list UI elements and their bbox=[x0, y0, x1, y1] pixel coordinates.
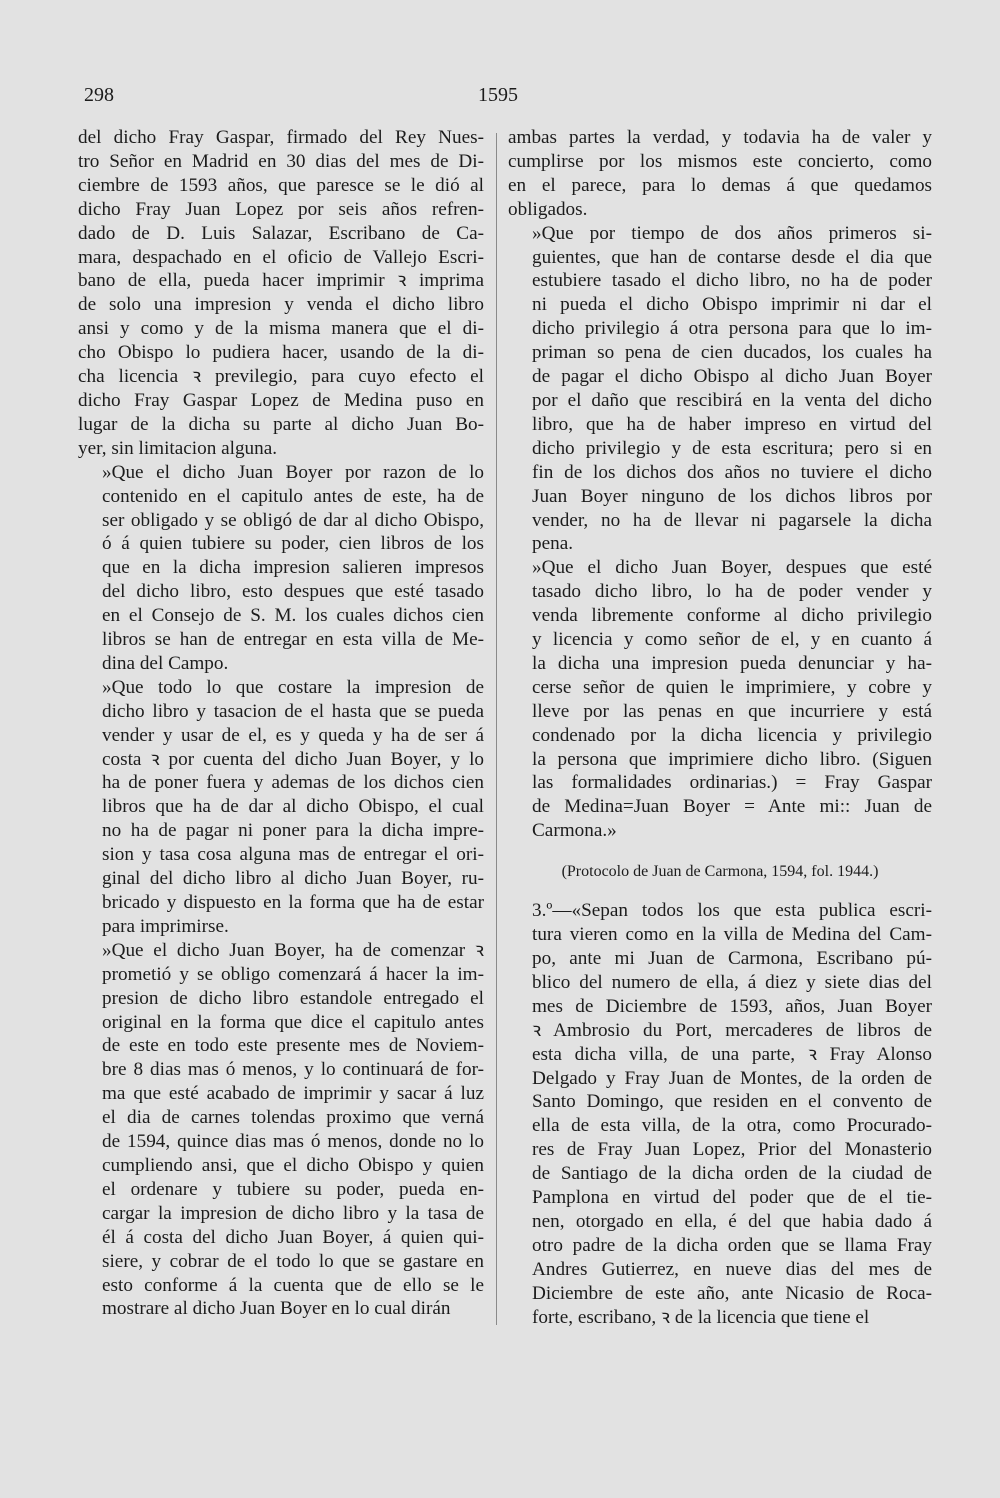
text-line: del dicho Fray Gaspar, firmado del Rey Nues- bbox=[78, 127, 484, 148]
column-divider bbox=[496, 133, 497, 1325]
text-line: el dia de carnes tolendas proximo que verná bbox=[102, 1107, 484, 1129]
text-line: condenado por la dicha licencia y privilegio bbox=[532, 724, 932, 746]
text-line: que en la dicha impresion salieren impresos bbox=[102, 557, 484, 579]
text-line: estubiere tasado el dicho libro, no ha de poder bbox=[532, 270, 932, 292]
text-line: tro Señor en Madrid en 30 dias del mes de Di- bbox=[78, 150, 484, 172]
paragraph bbox=[508, 556, 932, 843]
text-line: tura vieren como en la villa de Medina del Cam- bbox=[532, 924, 932, 946]
text-line: »Que el dicho Juan Boyer, ha de comenzar ꝛ bbox=[102, 939, 484, 961]
text-line: original en la forma que dice el capitulo antes bbox=[102, 1011, 484, 1033]
text-line: dicho Fray Juan Lopez por seis años refren- bbox=[78, 198, 484, 220]
text-line: Delgado y Fray Juan de Montes, de la orden de bbox=[532, 1067, 932, 1089]
text-line: forte, escribano, ꝛ de la licencia que tiene el bbox=[532, 1306, 870, 1328]
text-line: por el daño que rescibirá en la venta del dicho bbox=[532, 389, 932, 411]
text-line: dicho libro y tasacion de el hasta que se pueda bbox=[102, 700, 484, 722]
text-line: dado de D. Luis Salazar, Escribano de Ca- bbox=[78, 222, 484, 244]
text-line: de 1594, quince dias mas ó menos, donde no lo bbox=[102, 1131, 484, 1153]
text-line: res de Fray Juan Lopez, Prior del Monasterio bbox=[532, 1139, 932, 1161]
text-line: dicho Fray Gaspar Lopez de Medina puso en bbox=[78, 389, 484, 411]
text-line: »Que todo lo que costare la impresion de bbox=[102, 676, 484, 698]
text-line: ꝛ Ambrosio du Port, mercaderes de libros de bbox=[532, 1019, 932, 1041]
source-citation: (Protocolo de Juan de Carmona, 1594, fol. 1944.) bbox=[561, 863, 879, 881]
paragraph bbox=[78, 676, 484, 939]
text-line: Pamplona en virtud del poder que de el tie- bbox=[532, 1187, 932, 1209]
text-line: fin de los dichos dos años no tuviere el dicho bbox=[532, 461, 932, 483]
text-line: de Santiago de la dicha orden de la ciudad de bbox=[532, 1163, 932, 1185]
text-line: esta dicha villa, de una parte, ꝛ Fray Alonso bbox=[532, 1043, 932, 1065]
text-line: vender, no ha de llevar ni pagarsele la dicha bbox=[532, 509, 932, 531]
text-line: ser obligado y se obligó de dar al dicho Obispo, bbox=[102, 509, 484, 531]
text-line: nen, otorgado en ella, é del que habia dado á bbox=[532, 1210, 932, 1232]
text-line: 3.º—«Sepan todos los que esta publica escri- bbox=[532, 900, 932, 922]
text-line: las formalidades ordinarias.) = Fray Gaspar bbox=[532, 772, 932, 794]
text-line: tasado dicho libro, lo ha de poder vender y bbox=[532, 581, 932, 603]
text-line: yer, sin limitacion alguna. bbox=[78, 437, 278, 459]
text-line: ni pueda el dicho Obispo imprimir ni dar el bbox=[532, 294, 932, 316]
text-line: »Que por tiempo de dos años primeros si- bbox=[532, 222, 932, 244]
text-line: bre 8 dias mas ó menos, y lo continuará de for- bbox=[102, 1059, 484, 1081]
text-line: dina del Campo. bbox=[102, 652, 229, 674]
text-line: cargar la impresion de dicho libro y la tasa de bbox=[102, 1202, 484, 1224]
text-line: en el Consejo de S. M. los cuales dichos cien bbox=[102, 605, 484, 627]
text-line: contenido en el capitulo antes de este, ha de bbox=[102, 485, 484, 507]
text-line: él á costa del dicho Juan Boyer, á quien qui- bbox=[102, 1226, 484, 1248]
paragraph bbox=[78, 939, 484, 1322]
text-line: Juan Boyer ninguno de los dichos libros por bbox=[532, 485, 932, 507]
text-line: bano de ella, pueda hacer imprimir ꝛ imprima bbox=[78, 270, 484, 292]
text-line: de Medina=Juan Boyer = Ante mi:: Juan de bbox=[532, 796, 932, 818]
text-line: libro, que ha de haber impreso en virtud del bbox=[532, 413, 932, 435]
text-line: ma que esté acabado de imprimir y sacar á luz bbox=[102, 1083, 484, 1105]
text-line: bricado y dispuesto en la forma que ha de estar bbox=[102, 892, 484, 913]
text-line: Andres Gutierrez, en nueve dias del mes de bbox=[532, 1258, 932, 1280]
running-head-year: 1595 bbox=[478, 84, 518, 106]
text-line: en el parece, para lo demas á que quedamos bbox=[508, 174, 932, 196]
text-line: ciembre de 1593 años, que paresce se le dió al bbox=[78, 174, 484, 196]
text-line: po, ante mi Juan de Carmona, Escribano pú- bbox=[532, 948, 932, 969]
text-line: mostrare al dicho Juan Boyer en lo cual dirán bbox=[102, 1298, 451, 1320]
text-line: guientes, que han de contarse desde el dia que bbox=[532, 246, 932, 268]
text-line: Santo Domingo, que residen en el convento de bbox=[532, 1091, 932, 1113]
page-number: 298 bbox=[84, 84, 114, 106]
paragraph bbox=[78, 461, 484, 676]
text-line: el ordenare y tubiere su poder, pueda en- bbox=[102, 1178, 484, 1200]
paragraph bbox=[78, 126, 484, 461]
text-line: presion de dicho libro estandole entregado el bbox=[102, 987, 484, 1009]
text-line: »Que el dicho Juan Boyer por razon de lo bbox=[102, 461, 484, 483]
text-line: cumplirse por los mismos este concierto, como bbox=[508, 150, 932, 172]
left-column bbox=[78, 126, 484, 1321]
text-line: obligados. bbox=[508, 198, 588, 220]
text-line: blico del numero de ella, á diez y siete dias del bbox=[532, 971, 932, 993]
text-line: cho Obispo lo pudiera hacer, usando de la di- bbox=[78, 342, 484, 364]
text-line: la dicha una impresion pueda denunciar y ha- bbox=[532, 652, 932, 674]
text-line: dicho privilegio y de esta escritura; pero si en bbox=[532, 437, 932, 459]
text-line: ginal del dicho libro al dicho Juan Boyer, ru- bbox=[102, 868, 484, 890]
text-line: Diciembre de este año, ante Nicasio de Roca- bbox=[532, 1282, 932, 1304]
text-line: cerse señor de quien le imprimiere, y cobre y bbox=[532, 676, 932, 698]
text-line: y licencia y como señor de el, y en cuanto á bbox=[532, 629, 932, 651]
right-column bbox=[508, 126, 932, 1330]
text-line: ha de poner fuera y ademas de los dichos cien bbox=[102, 772, 484, 794]
text-line: Carmona.» bbox=[532, 820, 617, 842]
text-line: vender y usar de el, es y queda y ha de ser á bbox=[102, 724, 484, 746]
text-line: priman so pena de cien ducados, los cuales ha bbox=[532, 342, 932, 364]
text-line: ansi y como y de la misma manera que el di- bbox=[78, 318, 484, 340]
text-line: ella de esta villa, de la otra, como Procurado- bbox=[532, 1115, 932, 1137]
text-line: mara, despachado en el oficio de Vallejo Escri- bbox=[78, 246, 484, 268]
text-line: libros que ha de dar al dicho Obispo, el cual bbox=[102, 796, 484, 818]
text-line: costa ꝛ por cuenta del dicho Juan Boyer, y lo bbox=[102, 748, 484, 770]
text-line: venda libremente conforme al dicho privilegio bbox=[532, 605, 932, 627]
text-line: lleve por las penas en que incurriere y está bbox=[532, 700, 932, 722]
paragraph bbox=[508, 222, 932, 557]
text-line: lugar de la dicha su parte al dicho Juan Bo- bbox=[78, 413, 484, 435]
text-line: otro padre de la dicha orden que se llama Fray bbox=[532, 1234, 932, 1256]
text-line: siere, y cobrar de el todo lo que se gastare en bbox=[102, 1250, 484, 1272]
text-line: para imprimirse. bbox=[102, 915, 229, 937]
text-line: »Que el dicho Juan Boyer, despues que esté bbox=[532, 557, 932, 579]
text-line: la persona que imprimiere dicho libro. (Siguen bbox=[532, 748, 932, 770]
text-line: sion y tasa cosa alguna mas de entregar el ori- bbox=[102, 844, 484, 866]
text-line: de solo una impresion y venda el dicho libro bbox=[78, 294, 484, 316]
text-line: cha licencia ꝛ previlegio, para cuyo efecto el bbox=[78, 366, 484, 388]
paragraph bbox=[508, 126, 932, 222]
text-line: ambas partes la verdad, y todavia ha de valer y bbox=[508, 127, 932, 148]
text-line: de este en todo este presente mes de Noviem- bbox=[102, 1035, 484, 1057]
text-line: de pagar el dicho Obispo al dicho Juan Boyer bbox=[532, 366, 932, 388]
text-line: libros se han de entregar en esta villa de Me- bbox=[102, 629, 484, 651]
text-line: pena. bbox=[532, 533, 574, 555]
text-line: no ha de pagar ni poner para la dicha impre- bbox=[102, 820, 484, 842]
text-line: ó á quien tubiere su poder, cien libros de los bbox=[102, 533, 484, 555]
text-line: cumpliendo ansi, que el dicho Obispo y quien bbox=[102, 1154, 484, 1176]
text-line: esto conforme á la cuenta que de ello se le bbox=[102, 1274, 484, 1296]
text-line: del dicho libro, esto despues que esté tasado bbox=[102, 581, 484, 603]
text-line: mes de Diciembre de 1593, años, Juan Boyer bbox=[532, 995, 932, 1017]
text-line: prometió y se obligo comenzará á hacer la im- bbox=[102, 963, 484, 985]
paragraph bbox=[508, 899, 932, 1329]
text-line: dicho privilegio á otra persona para que lo im- bbox=[532, 318, 932, 340]
